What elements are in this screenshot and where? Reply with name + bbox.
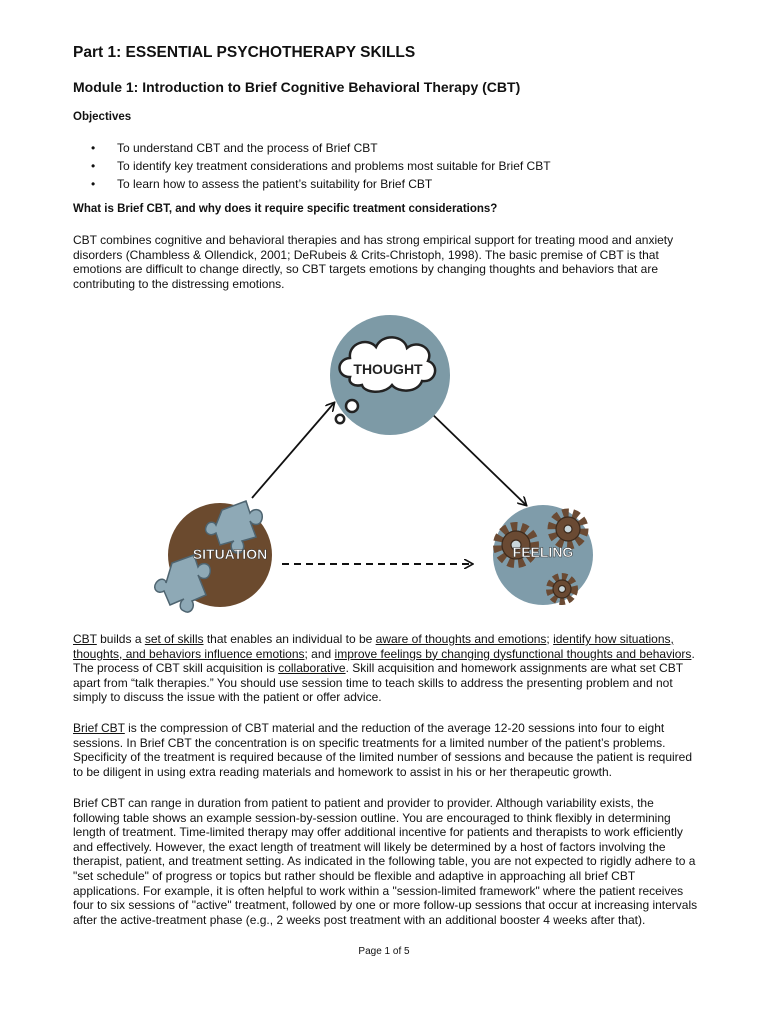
situation-label: SITUATION bbox=[192, 546, 268, 562]
section-question: What is Brief CBT, and why does it require specific treatment considerations? bbox=[73, 203, 498, 215]
bullet-icon: • bbox=[91, 177, 96, 191]
list-item: • To learn how to assess the patient’s suitability for Brief CBT bbox=[91, 177, 433, 191]
bullet-icon: • bbox=[91, 159, 96, 173]
part-title: Part 1: ESSENTIAL PSYCHOTHERAPY SKILLS bbox=[73, 44, 416, 61]
feeling-node bbox=[493, 505, 593, 605]
bullet-icon: • bbox=[91, 141, 96, 155]
thought-node bbox=[330, 315, 450, 435]
arrow-situation-to-thought bbox=[252, 403, 334, 498]
list-item: • To identify key treatment considerations and problems most suitable for Brief CBT bbox=[91, 159, 551, 173]
objectives-list bbox=[73, 140, 713, 194]
arrow-thought-to-feeling bbox=[428, 410, 526, 505]
feeling-label: FEELING bbox=[512, 544, 574, 560]
paragraph-duration: Brief CBT can range in duration from patient to patient and provider to provider. Although variability exists, the following table shows an example session-by-session outline. You are encouraged to think flexibly in determining length of treatment. Time-limited therapy may offer additional incentive for patients and therapists to work efficiently and effectively. However, the exact length of treatment will likely be determined by a host of factors involving the therapist, patient, and treatment setting. As indicated in the following table, you are not expected to rigidly adhere to a "set schedule" of progress or topics but rather should be flexible and adaptive in approaching all brief CBT applications. For example, it is often helpful to work within a "session-limited framework" where the patient receives four to six sessions of "active" treatment, followed by one or more follow-up sessions that occur at increasing intervals after the active-treatment phase (e.g., 2 weeks post treatment with an additional booster 4 weeks after that). bbox=[73, 796, 698, 927]
situation-node bbox=[155, 501, 272, 612]
paragraph-cbt-skills: CBT builds a set of skills that enables an individual to be aware of thoughts and emotions; identify how situations, thoughts, and behaviors influence emotions; and improve feelings by changing dysfunctional thoughts and behaviors. The process of CBT skill acquisition is collaborative. Skill acquisition and homework assignments are what set CBT apart from “talk therapies.” You should use session time to teach skills to address the presenting problem and not simply to discuss the issue with the patient or offer advice. bbox=[73, 632, 695, 705]
page-number: Page 1 of 5 bbox=[358, 946, 410, 957]
paragraph-cbt-intro: CBT combines cognitive and behavioral therapies and has strong empirical support for treating mood and anxiety disorders (Chambless & Ollendick, 2001; DeRubeis & Crits-Christoph, 1998). The basic premise of CBT is that emotions are difficult to change directly, so CBT targets emotions by changing thoughts and behaviors that are contributing to the distressing emotions. bbox=[73, 233, 674, 291]
objectives-heading: Objectives bbox=[73, 111, 132, 123]
cbt-triangle-diagram bbox=[150, 315, 630, 615]
thought-label: THOUGHT bbox=[353, 361, 423, 377]
paragraph-brief-cbt: Brief CBT is the compression of CBT material and the reduction of the average 12-20 sessions into four to eight sessions. In Brief CBT the concentration is on specific treatments for a limited number of the patient’s problems. Specificity of the treatment is required because of the limited number of sessions and because the patient is required to be diligent in using extra reading materials and homework to assist in his or her therapeutic growth. bbox=[73, 721, 693, 779]
module-title: Module 1: Introduction to Brief Cognitive Behavioral Therapy (CBT) bbox=[73, 79, 521, 95]
list-item: • To understand CBT and the process of Brief CBT bbox=[91, 141, 378, 155]
